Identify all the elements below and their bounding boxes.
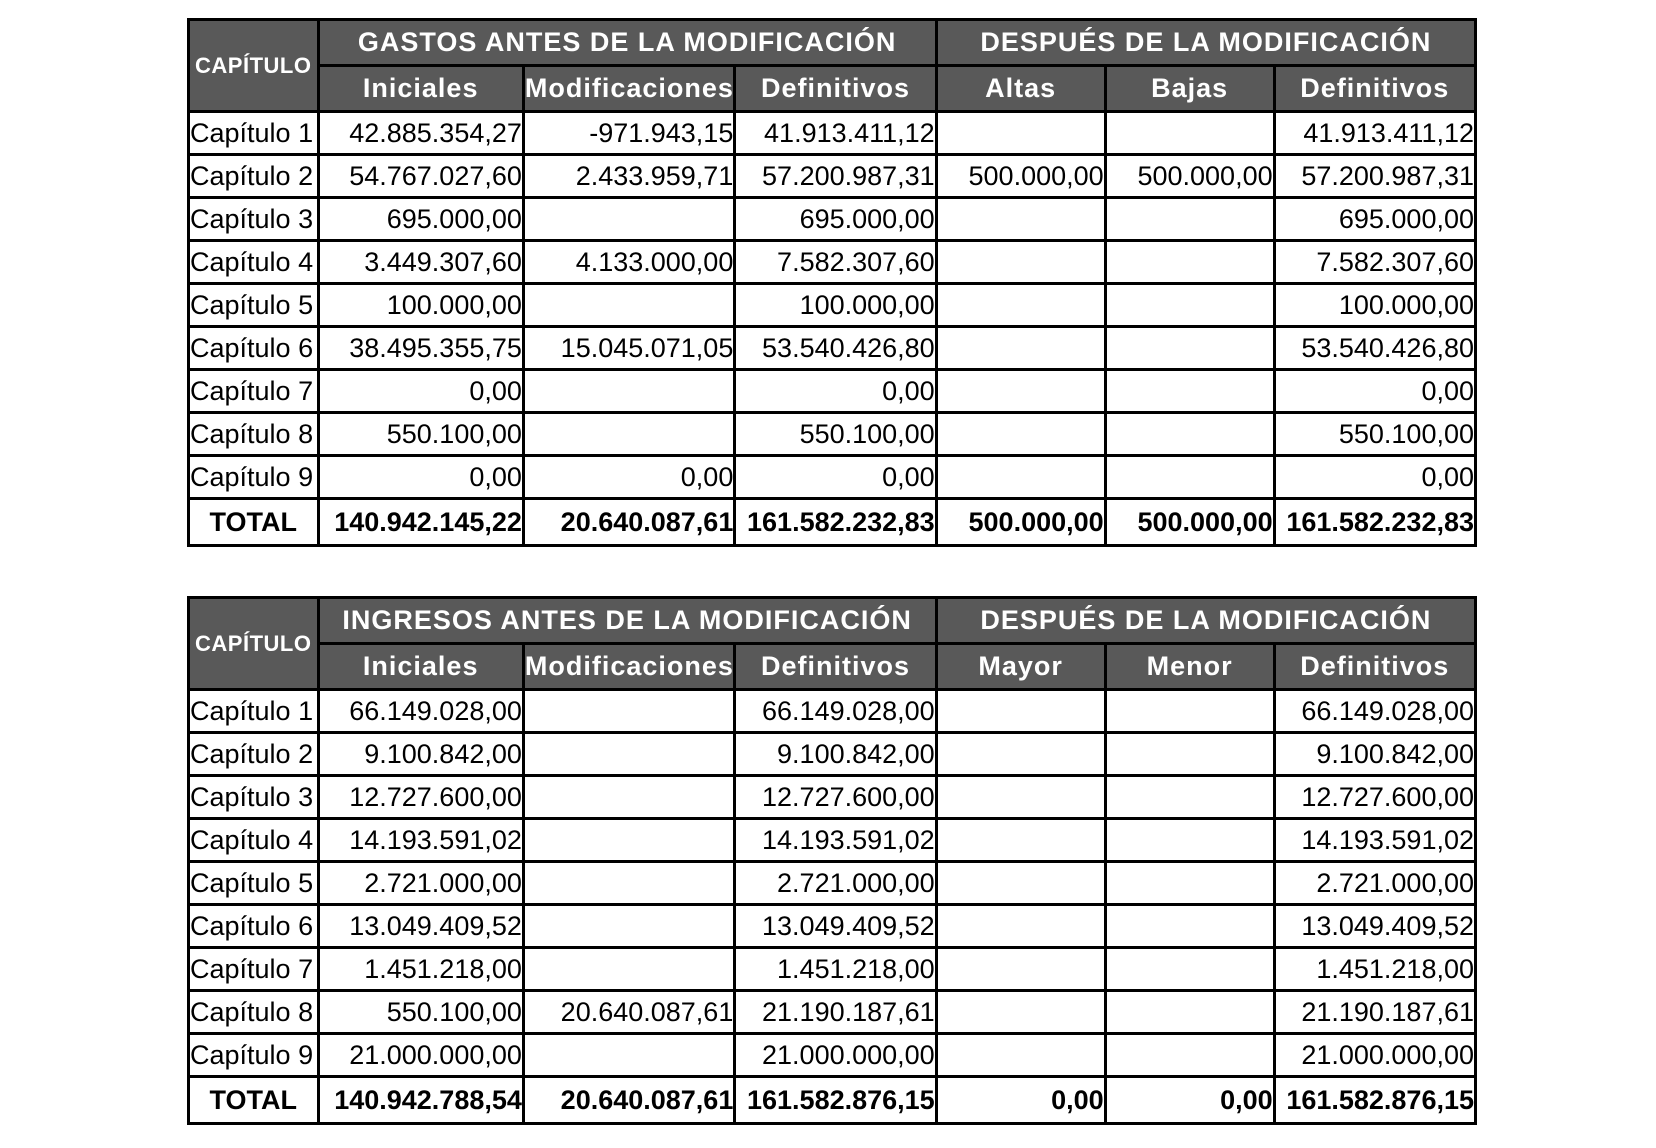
amount-cell: 14.193.591,02: [318, 819, 523, 862]
amount-cell: 12.727.600,00: [318, 776, 523, 819]
column-header: Definitivos: [735, 66, 936, 112]
table-row: [189, 733, 1476, 776]
amount-cell: [936, 112, 1105, 155]
chapter-label: Capítulo 7: [189, 948, 319, 991]
amount-cell: [936, 413, 1105, 456]
amount-cell: 140.942.145,22: [318, 499, 523, 546]
amount-cell: [1105, 733, 1274, 776]
amount-cell: 0,00: [1274, 370, 1475, 413]
gastos-despues-header: DESPUÉS DE LA MODIFICACIÓN: [936, 20, 1475, 66]
amount-cell: 550.100,00: [735, 413, 936, 456]
amount-cell: 695.000,00: [1274, 198, 1475, 241]
amount-cell: 9.100.842,00: [735, 733, 936, 776]
capitulo-header: CAPÍTULO: [189, 20, 319, 112]
amount-cell: 161.582.232,83: [735, 499, 936, 546]
amount-cell: 13.049.409,52: [318, 905, 523, 948]
chapter-label: Capítulo 5: [189, 862, 319, 905]
amount-cell: 1.451.218,00: [735, 948, 936, 991]
amount-cell: 0,00: [735, 370, 936, 413]
amount-cell: 2.721.000,00: [735, 862, 936, 905]
chapter-label: Capítulo 8: [189, 991, 319, 1034]
amount-cell: [523, 862, 734, 905]
amount-cell: 1.451.218,00: [318, 948, 523, 991]
amount-cell: 21.190.187,61: [1274, 991, 1475, 1034]
amount-cell: 53.540.426,80: [1274, 327, 1475, 370]
amount-cell: [936, 284, 1105, 327]
amount-cell: 0,00: [1105, 1077, 1274, 1124]
amount-cell: [1105, 690, 1274, 733]
column-header: Definitivos: [1274, 66, 1475, 112]
amount-cell: 38.495.355,75: [318, 327, 523, 370]
amount-cell: [1105, 456, 1274, 499]
amount-cell: 7.582.307,60: [1274, 241, 1475, 284]
amount-cell: [1105, 413, 1274, 456]
ingresos-body: [189, 690, 1476, 1124]
amount-cell: 12.727.600,00: [735, 776, 936, 819]
amount-cell: [1105, 241, 1274, 284]
amount-cell: 1.451.218,00: [1274, 948, 1475, 991]
amount-cell: [1105, 776, 1274, 819]
table-row: [189, 456, 1476, 499]
amount-cell: [1105, 948, 1274, 991]
amount-cell: 53.540.426,80: [735, 327, 936, 370]
amount-cell: 66.149.028,00: [318, 690, 523, 733]
amount-cell: [523, 733, 734, 776]
amount-cell: 695.000,00: [318, 198, 523, 241]
amount-cell: 14.193.591,02: [1274, 819, 1475, 862]
amount-cell: [1105, 198, 1274, 241]
chapter-label: Capítulo 6: [189, 327, 319, 370]
amount-cell: [1105, 905, 1274, 948]
table-row: [189, 862, 1476, 905]
chapter-label: Capítulo 2: [189, 733, 319, 776]
amount-cell: [523, 370, 734, 413]
table-row: [189, 948, 1476, 991]
amount-cell: 14.193.591,02: [735, 819, 936, 862]
table-row: [189, 241, 1476, 284]
amount-cell: 12.727.600,00: [1274, 776, 1475, 819]
amount-cell: [936, 862, 1105, 905]
amount-cell: 20.640.087,61: [523, 499, 734, 546]
column-header: Mayor: [936, 644, 1105, 690]
gastos-body: [189, 112, 1476, 546]
amount-cell: [1105, 327, 1274, 370]
amount-cell: 695.000,00: [735, 198, 936, 241]
amount-cell: 550.100,00: [1274, 413, 1475, 456]
amount-cell: 4.133.000,00: [523, 241, 734, 284]
column-header: Iniciales: [318, 66, 523, 112]
amount-cell: 100.000,00: [1274, 284, 1475, 327]
table-row: [189, 112, 1476, 155]
amount-cell: 54.767.027,60: [318, 155, 523, 198]
table-row: [189, 905, 1476, 948]
amount-cell: [936, 241, 1105, 284]
chapter-label: Capítulo 7: [189, 370, 319, 413]
chapter-label: Capítulo 1: [189, 690, 319, 733]
amount-cell: [523, 1034, 734, 1077]
amount-cell: 21.190.187,61: [735, 991, 936, 1034]
amount-cell: 500.000,00: [936, 155, 1105, 198]
chapter-label: Capítulo 9: [189, 1034, 319, 1077]
amount-cell: [523, 905, 734, 948]
column-header: Modificaciones: [523, 66, 734, 112]
total-row: [189, 1077, 1476, 1124]
amount-cell: [523, 776, 734, 819]
amount-cell: 0,00: [1274, 456, 1475, 499]
amount-cell: 21.000.000,00: [735, 1034, 936, 1077]
amount-cell: [523, 819, 734, 862]
amount-cell: 161.582.876,15: [1274, 1077, 1475, 1124]
amount-cell: [936, 819, 1105, 862]
amount-cell: 15.045.071,05: [523, 327, 734, 370]
amount-cell: [936, 991, 1105, 1034]
amount-cell: 0,00: [523, 456, 734, 499]
gastos-antes-header: GASTOS ANTES DE LA MODIFICACIÓN: [318, 20, 936, 66]
amount-cell: 0,00: [318, 370, 523, 413]
chapter-label: Capítulo 4: [189, 819, 319, 862]
column-header: Modificaciones: [523, 644, 734, 690]
amount-cell: 13.049.409,52: [1274, 905, 1475, 948]
amount-cell: 66.149.028,00: [735, 690, 936, 733]
amount-cell: 100.000,00: [318, 284, 523, 327]
capitulo-header: CAPÍTULO: [189, 598, 319, 690]
amount-cell: [523, 198, 734, 241]
amount-cell: 140.942.788,54: [318, 1077, 523, 1124]
amount-cell: 2.721.000,00: [1274, 862, 1475, 905]
amount-cell: [1105, 991, 1274, 1034]
amount-cell: 3.449.307,60: [318, 241, 523, 284]
amount-cell: 21.000.000,00: [318, 1034, 523, 1077]
column-header: Altas: [936, 66, 1105, 112]
amount-cell: 2.433.959,71: [523, 155, 734, 198]
table-row: [189, 1034, 1476, 1077]
amount-cell: 2.721.000,00: [318, 862, 523, 905]
amount-cell: 550.100,00: [318, 991, 523, 1034]
chapter-label: Capítulo 8: [189, 413, 319, 456]
amount-cell: 161.582.876,15: [735, 1077, 936, 1124]
chapter-label: Capítulo 6: [189, 905, 319, 948]
amount-cell: [523, 413, 734, 456]
ingresos-despues-header: DESPUÉS DE LA MODIFICACIÓN: [936, 598, 1475, 644]
ingresos-antes-header: INGRESOS ANTES DE LA MODIFICACIÓN: [318, 598, 936, 644]
column-header: Menor: [1105, 644, 1274, 690]
chapter-label: Capítulo 2: [189, 155, 319, 198]
amount-cell: [936, 905, 1105, 948]
amount-cell: [936, 690, 1105, 733]
amount-cell: [1105, 370, 1274, 413]
amount-cell: 21.000.000,00: [1274, 1034, 1475, 1077]
amount-cell: [936, 327, 1105, 370]
amount-cell: [523, 690, 734, 733]
amount-cell: 9.100.842,00: [318, 733, 523, 776]
ingresos-table: [187, 596, 1477, 1125]
amount-cell: 550.100,00: [318, 413, 523, 456]
table-row: [189, 327, 1476, 370]
amount-cell: 20.640.087,61: [523, 991, 734, 1034]
amount-cell: [1105, 819, 1274, 862]
amount-cell: 0,00: [936, 1077, 1105, 1124]
amount-cell: 20.640.087,61: [523, 1077, 734, 1124]
total-row: [189, 499, 1476, 546]
amount-cell: 57.200.987,31: [1274, 155, 1475, 198]
amount-cell: 500.000,00: [1105, 155, 1274, 198]
amount-cell: 9.100.842,00: [1274, 733, 1475, 776]
amount-cell: [523, 948, 734, 991]
amount-cell: 66.149.028,00: [1274, 690, 1475, 733]
amount-cell: [1105, 862, 1274, 905]
chapter-label: TOTAL: [189, 1077, 319, 1124]
amount-cell: [1105, 112, 1274, 155]
chapter-label: Capítulo 3: [189, 776, 319, 819]
amount-cell: [936, 198, 1105, 241]
amount-cell: 13.049.409,52: [735, 905, 936, 948]
chapter-label: Capítulo 5: [189, 284, 319, 327]
amount-cell: 161.582.232,83: [1274, 499, 1475, 546]
amount-cell: [936, 456, 1105, 499]
amount-cell: [936, 370, 1105, 413]
table-row: [189, 819, 1476, 862]
column-header: Bajas: [1105, 66, 1274, 112]
table-row: [189, 413, 1476, 456]
table-row: [189, 198, 1476, 241]
chapter-label: Capítulo 1: [189, 112, 319, 155]
amount-cell: 41.913.411,12: [1274, 112, 1475, 155]
amount-cell: -971.943,15: [523, 112, 734, 155]
amount-cell: [523, 284, 734, 327]
amount-cell: [1105, 284, 1274, 327]
amount-cell: 7.582.307,60: [735, 241, 936, 284]
amount-cell: 41.913.411,12: [735, 112, 936, 155]
column-header: Iniciales: [318, 644, 523, 690]
table-row: [189, 284, 1476, 327]
table-row: [189, 690, 1476, 733]
column-header: Definitivos: [735, 644, 936, 690]
amount-cell: 500.000,00: [936, 499, 1105, 546]
amount-cell: [936, 776, 1105, 819]
chapter-label: Capítulo 9: [189, 456, 319, 499]
amount-cell: 42.885.354,27: [318, 112, 523, 155]
amount-cell: [936, 948, 1105, 991]
table-row: [189, 991, 1476, 1034]
chapter-label: TOTAL: [189, 499, 319, 546]
amount-cell: 500.000,00: [1105, 499, 1274, 546]
amount-cell: [1105, 1034, 1274, 1077]
chapter-label: Capítulo 4: [189, 241, 319, 284]
table-row: [189, 370, 1476, 413]
amount-cell: 0,00: [318, 456, 523, 499]
gastos-table: [187, 18, 1477, 547]
amount-cell: [936, 1034, 1105, 1077]
amount-cell: 100.000,00: [735, 284, 936, 327]
chapter-label: Capítulo 3: [189, 198, 319, 241]
table-row: [189, 155, 1476, 198]
amount-cell: 0,00: [735, 456, 936, 499]
table-row: [189, 776, 1476, 819]
column-header: Definitivos: [1274, 644, 1475, 690]
amount-cell: 57.200.987,31: [735, 155, 936, 198]
amount-cell: [936, 733, 1105, 776]
